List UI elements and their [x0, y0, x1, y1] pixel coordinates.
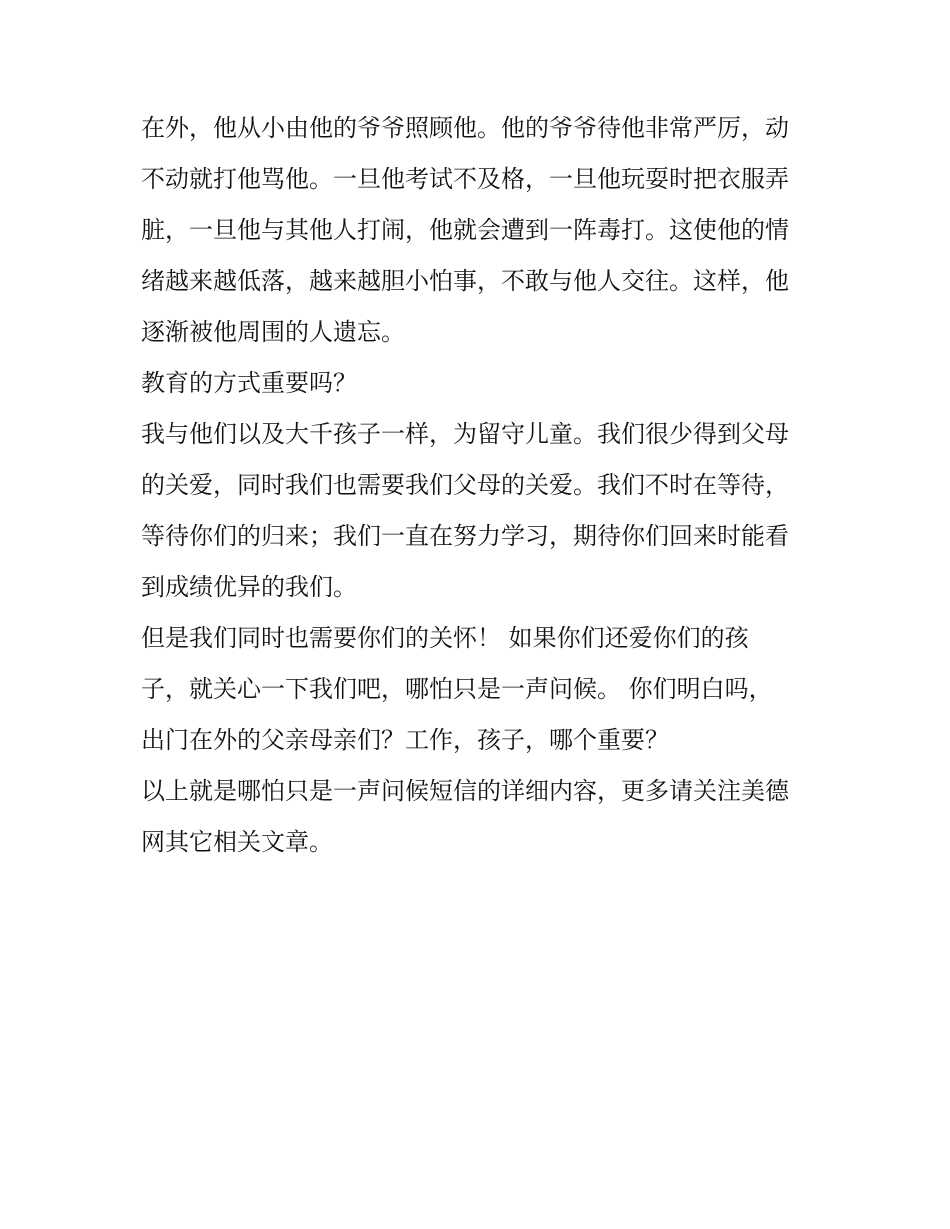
text-line: 出门在外的父亲母亲们？工作，孩子，哪个重要？ — [141, 726, 669, 754]
text-line: 以上就是哪怕只是一声问候短信的详细内容，更多请关注美德 — [141, 777, 789, 805]
text-line: 到成绩优异的我们。 — [141, 573, 357, 601]
text-line: 子，就关心一下我们吧，哪怕只是一声问候。 你们明白吗， — [141, 675, 773, 703]
paragraph-1 — [141, 108, 813, 363]
paragraph-5 — [141, 771, 813, 873]
document-body — [141, 108, 813, 873]
text-line: 教育的方式重要吗？ — [141, 369, 357, 397]
text-line: 我与他们以及大千孩子一样，为留守儿童。我们很少得到父母 — [141, 420, 789, 448]
paragraph-4 — [141, 618, 813, 771]
text-line: 等待你们的归来；我们一直在努力学习，期待你们回来时能看 — [141, 522, 789, 550]
text-line: 脏，一旦他与其他人打闹，他就会遭到一阵毒打。这使他的情 — [141, 216, 789, 244]
paragraph-3 — [141, 414, 813, 618]
text-line: 绪越来越低落，越来越胆小怕事，不敢与他人交往。这样，他 — [141, 267, 789, 295]
paragraph-2 — [141, 363, 813, 414]
text-line: 网其它相关文章。 — [141, 828, 333, 856]
text-line: 在外，他从小由他的爷爷照顾他。他的爷爷待他非常严厉，动 — [141, 114, 789, 142]
text-line: 不动就打他骂他。一旦他考试不及格，一旦他玩耍时把衣服弄 — [141, 165, 789, 193]
text-line: 逐渐被他周围的人遗忘。 — [141, 318, 405, 346]
text-line: 的关爱，同时我们也需要我们父母的关爱。我们不时在等待， — [141, 471, 789, 499]
text-line: 但是我们同时也需要你们的关怀！ 如果你们还爱你们的孩 — [141, 624, 749, 652]
